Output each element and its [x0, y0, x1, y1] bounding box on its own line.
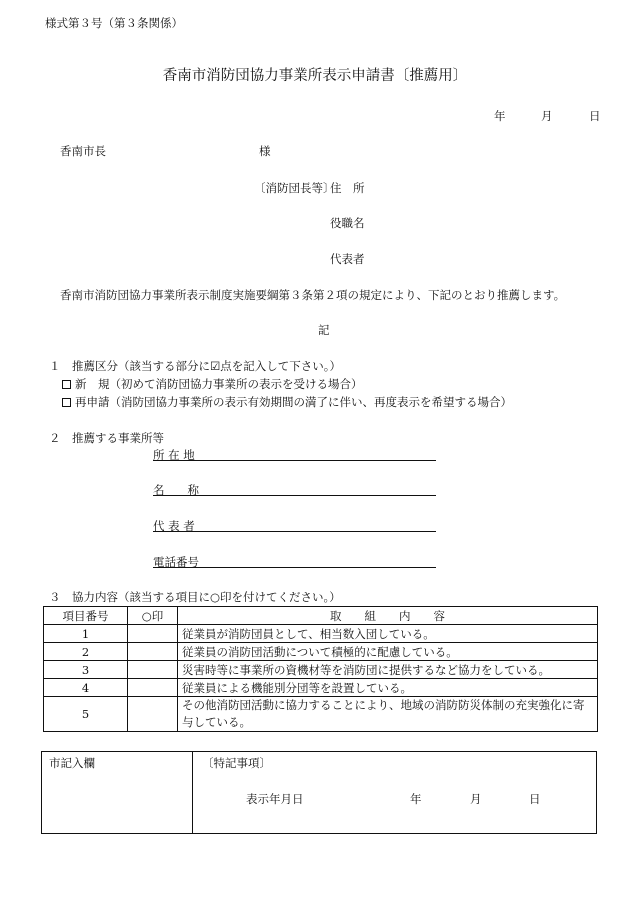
addressee-name: 香南市長	[60, 144, 106, 158]
table-row	[44, 625, 598, 643]
table-row	[44, 697, 598, 732]
section3-heading: ３ 協力内容（該当する項目に○印を付けてください。）	[49, 590, 341, 604]
table-header-row	[44, 607, 598, 625]
option-new-label: 新 規（初めて消防団協力事業所の表示を受ける場合）	[75, 377, 363, 391]
option-new[interactable]	[62, 376, 363, 392]
special-notes-label: 〔特記事項〕	[202, 756, 271, 770]
display-date-year: 年	[410, 792, 422, 806]
date-month-label: 月	[541, 109, 553, 123]
item-number-cell: 1	[44, 625, 128, 643]
form-number: 様式第３号（第３条関係）	[45, 16, 183, 30]
item-number-cell: 3	[44, 661, 128, 679]
table-row	[44, 643, 598, 661]
city-use-label: 市記入欄	[49, 756, 95, 770]
recommendation-statement: 香南市消防団協力事業所表示制度実施要綱第３条第２項の規定により、下記のとおり推薦します。	[60, 288, 566, 302]
ki-heading: 記	[318, 323, 330, 337]
office-phone-label: 電話番号	[153, 555, 199, 569]
city-use-box	[41, 751, 597, 834]
city-box-divider	[192, 752, 193, 833]
mark-cell[interactable]	[128, 625, 178, 643]
date-year-label: 年	[494, 109, 506, 123]
content-cell: 災害時等に事業所の資機材等を消防団に提供するなど協力をしている。	[178, 661, 598, 679]
column-header-content: 取 組 内 容	[178, 607, 598, 625]
office-phone-field[interactable]	[153, 567, 436, 568]
display-date-label: 表示年月日	[246, 792, 304, 806]
applicant-address-label: 住 所	[330, 181, 365, 195]
mark-cell[interactable]	[128, 679, 178, 697]
office-address-field[interactable]	[153, 460, 436, 461]
option-reapply-label: 再申請（消防団協力事業所の表示有効期間の満了に伴い、再度表示を希望する場合）	[75, 395, 512, 409]
mark-cell[interactable]	[128, 697, 178, 732]
checkbox-new[interactable]	[62, 380, 71, 389]
section2-heading: ２ 推薦する事業所等	[49, 431, 164, 445]
display-date-day: 日	[529, 792, 541, 806]
office-representative-field[interactable]	[153, 531, 436, 532]
mark-cell[interactable]	[128, 661, 178, 679]
content-cell: 従業員による機能別分団等を設置している。	[178, 679, 598, 697]
item-number-cell: 4	[44, 679, 128, 697]
section1-heading: １ 推薦区分（該当する部分に☑点を記入して下さい。）	[49, 359, 342, 373]
applicant-position-label: 役職名	[330, 216, 365, 230]
office-name-label: 名 称	[153, 483, 199, 497]
item-number-cell: 5	[44, 697, 128, 732]
office-name-field[interactable]	[153, 495, 436, 496]
table-row	[44, 679, 598, 697]
option-reapply[interactable]	[62, 394, 512, 410]
applicant-prefix: 〔消防団長等〕	[254, 181, 335, 195]
date-day-label: 日	[589, 109, 601, 123]
column-header-item-number: 項目番号	[44, 607, 128, 625]
mark-cell[interactable]	[128, 643, 178, 661]
content-cell: その他消防団活動に協力することにより、地域の消防防災体制の充実強化に寄与している。	[178, 697, 598, 732]
addressee-honorific: 様	[259, 144, 271, 158]
office-representative-label: 代 表 者	[153, 519, 195, 533]
content-cell: 従業員の消防団活動について積極的に配慮している。	[178, 643, 598, 661]
office-address-label: 所 在 地	[153, 448, 195, 462]
item-number-cell: 2	[44, 643, 128, 661]
table-row	[44, 661, 598, 679]
checkbox-reapply[interactable]	[62, 398, 71, 407]
applicant-representative-label: 代表者	[330, 252, 365, 266]
column-header-mark: ○印	[128, 607, 178, 625]
cooperation-table	[43, 606, 598, 732]
page-title: 香南市消防団協力事業所表示申請書〔推薦用〕	[162, 68, 468, 84]
display-date-month: 月	[470, 792, 482, 806]
content-cell: 従業員が消防団員として、相当数入団している。	[178, 625, 598, 643]
